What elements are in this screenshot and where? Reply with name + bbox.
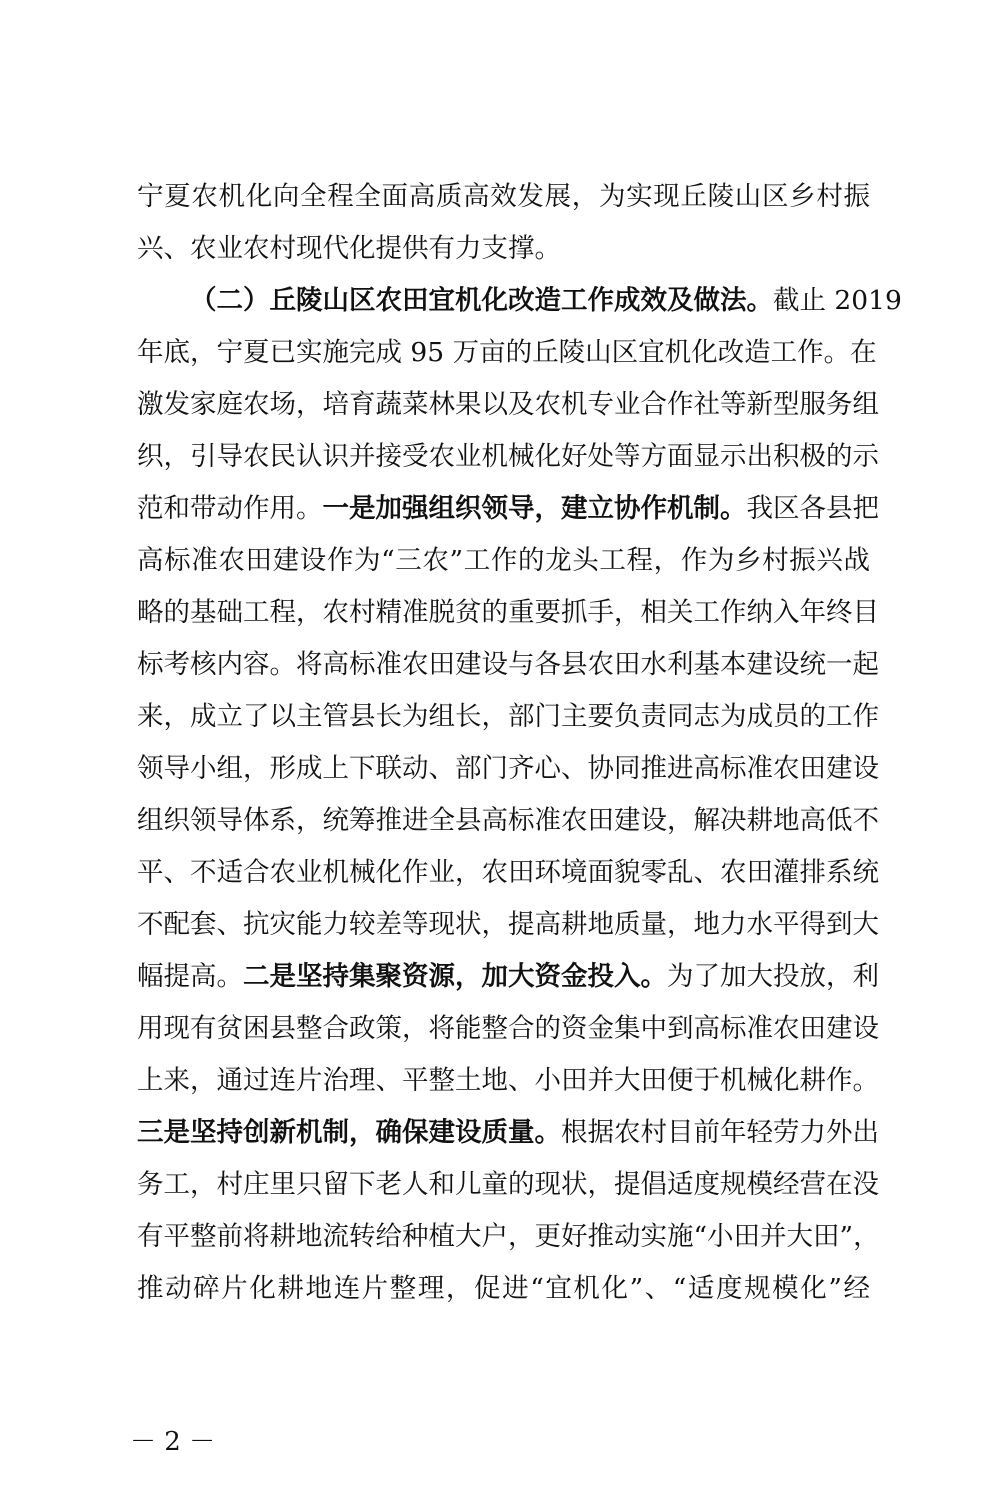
text-line [137, 229, 870, 269]
text-span: 标考核内容。将高标准农田建设与各县农田水利基本建设统一起 [137, 649, 879, 680]
bold-point-heading: 二是坚持集聚资源，加大资金投入。 [243, 961, 667, 992]
text-span: 宁夏农机化向全程全面高质高效发展，为实现丘陵山区乡村振 [137, 181, 870, 212]
text-line [137, 1165, 879, 1205]
text-span: 截止 2019 [773, 285, 902, 316]
text-span: 年底，宁夏已实施完成 95 万亩的丘陵山区宜机化改造工作。在 [137, 337, 877, 368]
section-heading-line [190, 281, 902, 321]
text-line [137, 801, 879, 841]
text-line [137, 437, 879, 477]
section-heading: （二）丘陵山区农田宜机化改造工作成效及做法。 [190, 285, 773, 316]
text-span: 激发家庭农场，培育蔬菜林果以及农机专业合作社等新型服务组 [137, 389, 879, 420]
text-line [137, 1061, 879, 1101]
text-span: 组织领导体系，统筹推进全县高标准农田建设，解决耕地高低不 [137, 805, 879, 836]
text-span: 为了加大投放，利 [667, 961, 879, 992]
text-span: 幅提高。 [137, 961, 243, 992]
text-span: 织，引导农民认识并接受农业机械化好处等方面显示出积极的示 [137, 441, 879, 472]
text-span: 用现有贫困县整合政策，将能整合的资金集中到高标准农田建设 [137, 1013, 879, 1044]
bold-point-heading: 一是加强组织领导，建立协作机制。 [322, 493, 747, 524]
text-line [137, 1269, 870, 1309]
text-line [137, 749, 879, 789]
text-span: 务工，村庄里只留下老人和儿童的现状，提倡适度规模经营在没 [137, 1169, 879, 1200]
text-span: 上来，通过连片治理、平整土地、小田并大田便于机械化耕作。 [137, 1065, 879, 1096]
text-line [137, 853, 879, 893]
text-line [137, 1217, 880, 1257]
text-span: 不配套、抗灾能力较差等现状，提高耕地质量，地力水平得到大 [137, 909, 879, 940]
text-span: 领导小组，形成上下联动、部门齐心、协同推进高标准农田建设 [137, 753, 879, 784]
text-span: 来，成立了以主管县长为组长，部门主要负责同志为成员的工作 [137, 701, 879, 732]
text-span: 高标准农田建设作为“三农”工作的龙头工程，作为乡村振兴战 [137, 545, 870, 576]
text-span: 范和带动作用。 [137, 493, 323, 524]
text-line [137, 333, 877, 373]
text-line [137, 957, 879, 997]
page-number: － 2 － [130, 1427, 216, 1457]
text-line [137, 385, 879, 425]
text-span: 平、不适合农业机械化作业，农田环境面貌零乱、农田灌排系统 [137, 857, 879, 888]
text-span: 兴、农业农村现代化提供有力支撑。 [137, 233, 561, 264]
text-line [137, 177, 870, 217]
text-line [137, 905, 879, 945]
text-line [137, 1009, 879, 1049]
text-span: 我区各县把 [746, 493, 879, 524]
text-span: 推动碎片化耕地连片整理，促进“宜机化”、“适度规模化”经 [137, 1273, 870, 1304]
text-span: 有平整前将耕地流转给种植大户，更好推动实施“小田并大田”， [137, 1221, 880, 1252]
text-span: 略的基础工程，农村精准脱贫的重要抓手，相关工作纳入年终目 [137, 597, 879, 628]
text-line [137, 489, 879, 529]
text-line [137, 1113, 879, 1153]
text-line [137, 697, 879, 737]
text-line [137, 645, 879, 685]
text-line [137, 541, 870, 581]
text-line [137, 593, 879, 633]
bold-point-heading: 三是坚持创新机制，确保建设质量。 [137, 1117, 561, 1148]
text-span: 根据农村目前年轻劳力外出 [561, 1117, 879, 1148]
